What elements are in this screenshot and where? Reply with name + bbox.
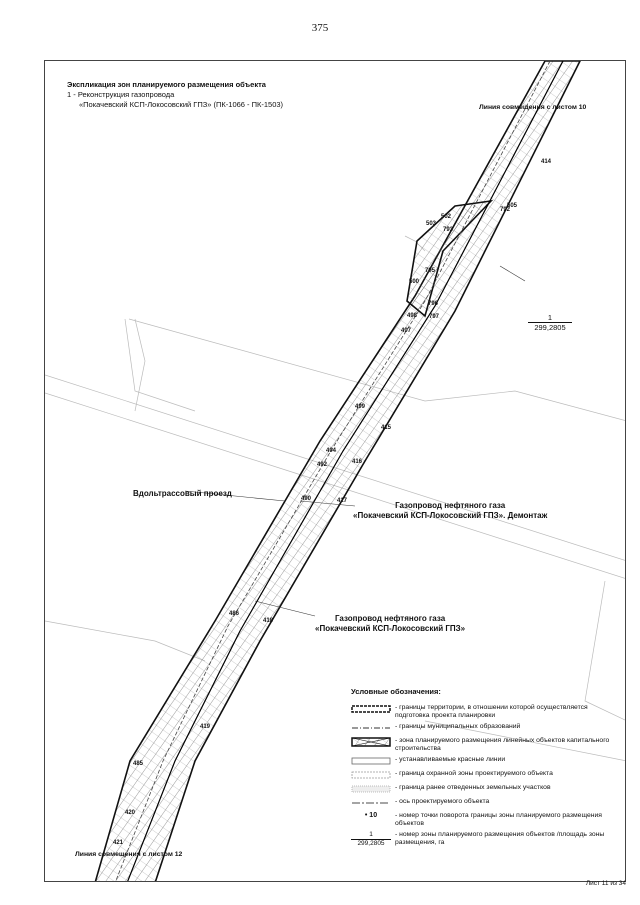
legend-text: - номер зоны планируемого размещения объектов /площадь зоны размещения, га <box>395 831 605 846</box>
explication-block <box>67 80 283 110</box>
legend-text: - устанавливаемые красные линии <box>395 756 506 763</box>
legend-symbol-allotted <box>351 784 391 794</box>
legend-text: - граница ранее отведенных земельных участков <box>395 784 551 791</box>
point-label: 490 <box>301 496 312 502</box>
page-number: 375 <box>311 22 329 34</box>
match-line-top: Линия совмещения с листом 10 <box>479 104 587 111</box>
legend-frac-num: 1 <box>351 831 391 840</box>
legend-item <box>351 723 613 734</box>
point-label: 793 <box>443 227 454 233</box>
point-label: 419 <box>200 724 211 730</box>
callout-gas-line1: Газопровод нефтяного газа <box>334 614 446 623</box>
point-label: 792 <box>500 207 511 213</box>
legend-text: - зона планируемого размещения линейных объектов капитального строительства <box>395 737 610 752</box>
legend-symbol-fraction <box>351 831 391 848</box>
zone-fraction-numerator: 1 <box>528 313 572 323</box>
point-label: 485 <box>133 761 144 767</box>
point-label: 499 <box>355 404 366 410</box>
callout-gas <box>315 614 465 634</box>
callout-road: Вдольтрассовый проезд <box>133 489 232 498</box>
point-label: 486 <box>229 611 240 617</box>
point-label: 497 <box>401 328 412 334</box>
sheet-number: Лист 11 из 34 <box>585 880 626 887</box>
point-label: 500 <box>409 279 420 285</box>
legend-symbol-municipal <box>351 723 391 733</box>
legend-text: - ось проектируемого объекта <box>395 798 490 805</box>
legend-text: - границы муниципальных образований <box>395 723 521 730</box>
callout-gas-line2: «Покачевский КСП-Локосовский ГПЗ» <box>315 624 466 633</box>
zone-fraction-denominator: 299,2805 <box>534 323 566 332</box>
callout-demontage-line2: «Покачевский КСП-Локосовский ГПЗ». Демонтаж <box>353 511 548 520</box>
legend-symbol-red-lines <box>351 756 391 766</box>
legend-title: Условные обозначения: <box>351 687 441 696</box>
point-label: 796 <box>428 301 439 307</box>
legend-symbol-axis <box>351 798 391 808</box>
legend-item <box>351 737 613 753</box>
explication-title: Экспликация зон планируемого размещения объекта <box>67 80 266 89</box>
legend-point-example: 10 <box>369 812 378 819</box>
explication-item-1-name: «Покачевский КСП-Локосовский ГПЗ» (ПК-1066 - ПК-1503) <box>79 100 284 109</box>
point-label: 492 <box>317 462 328 468</box>
point-label: 414 <box>541 159 552 165</box>
point-label: 797 <box>429 314 440 320</box>
legend <box>351 687 613 851</box>
point-label: 502 <box>441 214 452 220</box>
point-label: 498 <box>407 313 418 319</box>
point-label: 418 <box>263 618 274 624</box>
zone-fraction <box>528 313 572 332</box>
point-label: 420 <box>125 810 136 816</box>
point-label: 505 <box>507 203 518 209</box>
legend-item <box>351 784 613 795</box>
legend-item <box>351 756 613 767</box>
match-line-bottom: Линия совмещения с листом 12 <box>75 851 183 858</box>
point-label: 795 <box>425 268 436 274</box>
legend-symbol-zone <box>351 737 391 747</box>
legend-text: - граница охранной зоны проектируемого объекта <box>395 770 553 777</box>
legend-item <box>351 812 613 828</box>
point-label: 494 <box>326 448 337 454</box>
legend-text: - номер точки поворота границы зоны планируемого размещения объектов <box>395 812 602 827</box>
legend-item <box>351 704 613 720</box>
callout-demontage <box>353 501 547 521</box>
legend-item <box>351 798 613 809</box>
legend-symbol-territory <box>351 704 391 714</box>
legend-symbol-protect <box>351 770 391 780</box>
callout-demontage-line1: Газопровод нефтяного газа <box>395 501 506 510</box>
legend-item <box>351 831 613 848</box>
explication-item-1: 1 - Реконструкция газопровода <box>67 90 175 99</box>
legend-text: - границы территории, в отношении которой осуществляется подготовка проекта планировки <box>395 704 588 719</box>
legend-frac-den: 299,2805 <box>357 840 385 847</box>
point-label: 417 <box>337 498 348 504</box>
map-frame <box>44 60 626 882</box>
legend-item <box>351 770 613 781</box>
legend-symbol-point: • 10 <box>364 812 378 819</box>
point-label: 421 <box>113 840 124 846</box>
point-label: 415 <box>381 425 392 431</box>
point-label: 503 <box>426 221 437 227</box>
point-label: 416 <box>352 459 363 465</box>
